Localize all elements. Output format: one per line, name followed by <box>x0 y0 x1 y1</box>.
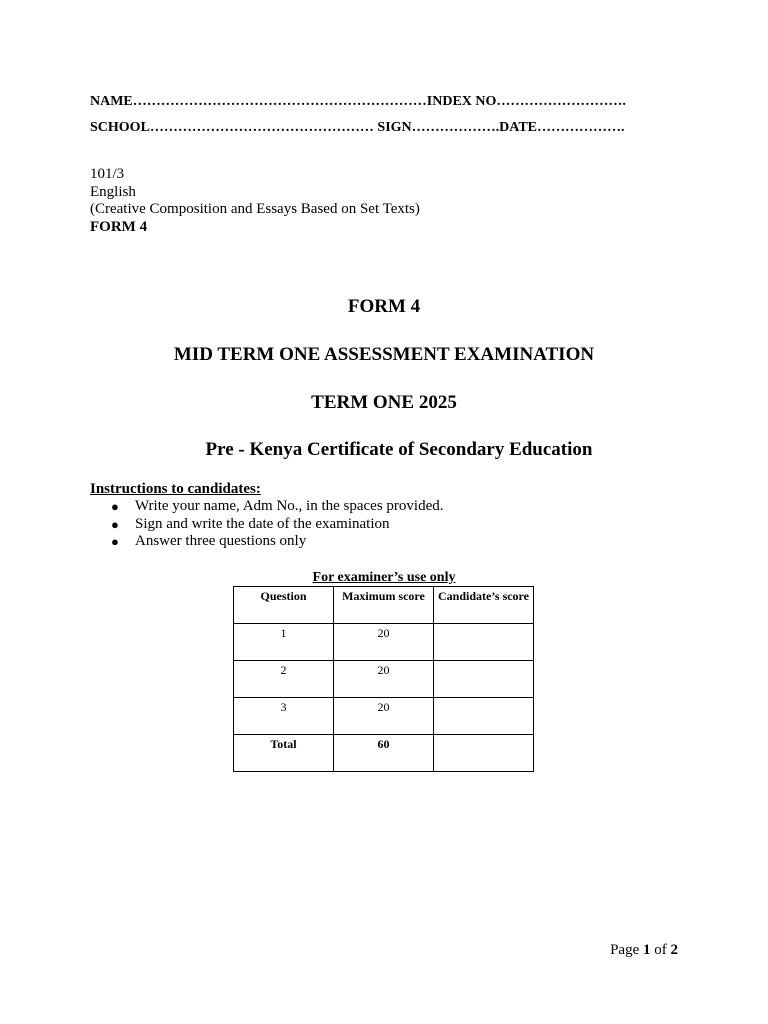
cell-total-max: 60 <box>334 735 434 772</box>
header-question: Question <box>234 587 334 624</box>
cell-question: 3 <box>234 698 334 735</box>
cell-max-score: 20 <box>334 698 434 735</box>
instruction-text: Write your name, Adm No., in the spaces provided. <box>135 498 444 514</box>
examiner-score-table <box>233 586 534 772</box>
cell-candidate-score[interactable] <box>434 661 534 698</box>
term-heading: TERM ONE 2025 <box>311 392 457 413</box>
table-row <box>234 624 534 661</box>
paper-subject: English <box>90 183 136 200</box>
cell-question: 2 <box>234 661 334 698</box>
instruction-item <box>111 498 444 516</box>
instruction-item <box>111 515 444 534</box>
paper-code: 101/3 <box>90 166 125 182</box>
bullet-icon: ● <box>111 516 119 532</box>
certificate-heading: Pre - Kenya Certificate of Secondary Education <box>205 439 593 460</box>
cell-max-score: 20 <box>334 661 434 698</box>
table-row <box>234 661 534 698</box>
paper-description: (Creative Composition and Essays Based on Set Texts) <box>90 201 420 217</box>
cell-candidate-score[interactable] <box>434 698 534 735</box>
instructions-section <box>90 480 444 551</box>
bullet-icon: ● <box>111 499 119 514</box>
current-page: 1 <box>643 942 651 958</box>
page-word: Page <box>610 942 640 958</box>
table-header-row <box>234 587 534 624</box>
table-total-row <box>234 735 534 772</box>
cell-max-score: 20 <box>334 624 434 661</box>
cell-total-candidate[interactable] <box>434 735 534 772</box>
header-candidate-score: Candidate’s score <box>434 587 534 624</box>
name-index-line: NAME………………………………………………………INDEX NO………………………. <box>90 94 626 109</box>
examiner-table-caption: For examiner’s use only <box>312 570 456 585</box>
page-number <box>610 942 678 959</box>
school-sign-date-line: SCHOOL………………………………………… SIGN……………….DATE………………. <box>90 120 625 135</box>
instruction-text: Sign and write the date of the examination <box>135 515 390 532</box>
instructions-list <box>90 498 444 551</box>
instruction-item <box>111 533 444 551</box>
instruction-text: Answer three questions only <box>135 533 307 549</box>
table-row <box>234 698 534 735</box>
exam-heading: MID TERM ONE ASSESSMENT EXAMINATION <box>173 344 595 365</box>
of-word: of <box>654 942 667 958</box>
header-max-score: Maximum score <box>334 587 434 624</box>
cell-question: 1 <box>234 624 334 661</box>
total-pages: 2 <box>670 942 678 958</box>
cell-candidate-score[interactable] <box>434 624 534 661</box>
form-heading: FORM 4 <box>347 296 421 317</box>
cell-total-label: Total <box>234 735 334 772</box>
paper-form: FORM 4 <box>90 218 148 235</box>
bullet-icon: ● <box>111 534 119 549</box>
instructions-title: Instructions to candidates: <box>90 481 261 497</box>
paper-info <box>90 166 420 236</box>
